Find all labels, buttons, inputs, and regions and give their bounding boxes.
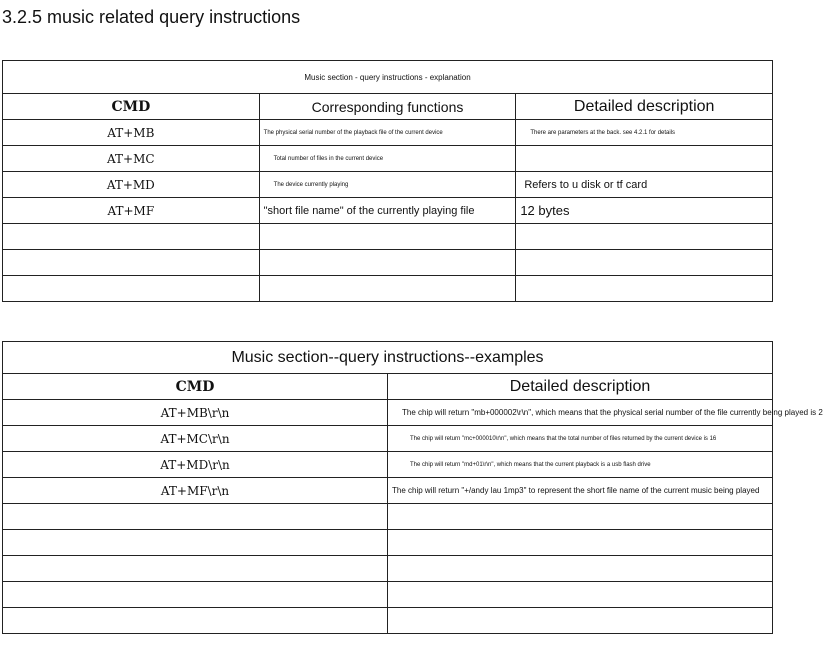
table-row: [3, 426, 773, 452]
empty-row: [3, 608, 773, 634]
table-row: [3, 120, 773, 146]
empty-row: [3, 224, 773, 250]
table-caption: Music section - query instructions - explanation: [3, 61, 773, 94]
empty-row: [3, 504, 773, 530]
cmd-cell: AT+MB: [3, 120, 260, 146]
cmd-cell: AT+MD: [3, 172, 260, 198]
column-header-description: Detailed description: [516, 94, 773, 120]
description-cell: [516, 146, 773, 172]
description-cell: There are parameters at the back. see 4.2.1 for details: [516, 120, 773, 146]
query-instructions-table: [2, 60, 773, 302]
table-row: [3, 478, 773, 504]
column-header-cmd: CMD: [3, 94, 260, 120]
cmd-cell: AT+MF\r\n: [3, 478, 388, 504]
cmd-cell: AT+MC\r\n: [3, 426, 388, 452]
table-row: [3, 400, 773, 426]
table-row: [3, 146, 773, 172]
function-cell: "short file name" of the currently playing file: [259, 198, 516, 224]
description-cell: The chip will return "mc+000010\r\n", which means that the total number of files returned by the current device is 16: [388, 426, 773, 452]
cmd-cell: AT+MB\r\n: [3, 400, 388, 426]
function-cell: The physical serial number of the playback file of the current device: [259, 120, 516, 146]
query-examples-table: [2, 341, 823, 634]
table-row: [3, 198, 773, 224]
column-header-description: Detailed description: [388, 374, 773, 400]
column-header-functions: Corresponding functions: [259, 94, 516, 120]
description-cell: The chip will return "+/andy lau 1mp3" to represent the short file name of the current music being played: [388, 478, 773, 504]
table-row: [3, 452, 773, 478]
empty-row: [3, 556, 773, 582]
cmd-cell: AT+MF: [3, 198, 260, 224]
description-cell: 12 bytes: [516, 198, 773, 224]
description-cell: Refers to u disk or tf card: [516, 172, 773, 198]
cmd-cell: AT+MC: [3, 146, 260, 172]
section-heading: 3.2.5 music related query instructions: [2, 7, 301, 27]
empty-row: [3, 276, 773, 302]
function-cell: The device currently playing: [259, 172, 516, 198]
table-caption: Music section--query instructions--examples: [3, 342, 773, 374]
empty-row: [3, 582, 773, 608]
empty-row: [3, 250, 773, 276]
column-header-cmd: CMD: [3, 374, 388, 400]
function-cell: Total number of files in the current device: [259, 146, 516, 172]
cmd-cell: AT+MD\r\n: [3, 452, 388, 478]
table-row: [3, 172, 773, 198]
empty-row: [3, 530, 773, 556]
description-cell: The chip will return "mb+000002\r\n", which means that the physical serial number of the file currently being played is 2: [388, 400, 773, 426]
description-cell: The chip will return "md+01\r\n", which means that the current playback is a usb flash drive: [388, 452, 773, 478]
